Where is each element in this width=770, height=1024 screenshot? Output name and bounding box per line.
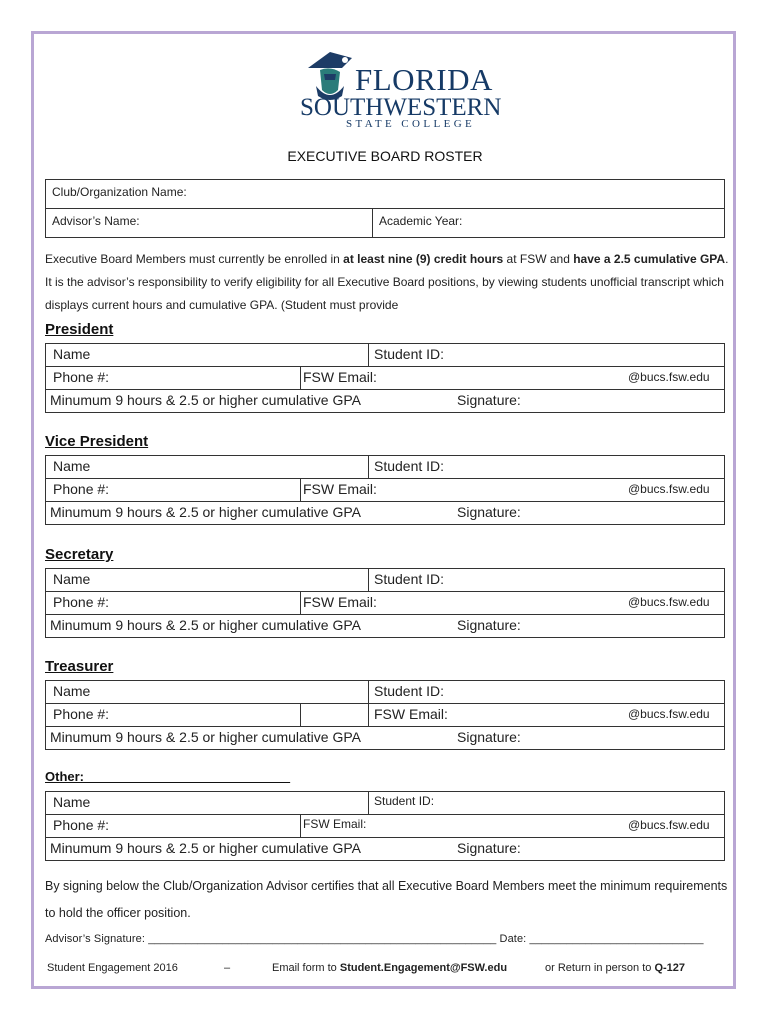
gpa-requirement: Minumum 9 hours & 2.5 or higher cumulative GPA — [50, 392, 361, 408]
fsw-email-field[interactable]: FSW Email: — [374, 706, 448, 722]
section-heading-president: President — [45, 321, 114, 338]
gpa-requirement: Minumum 9 hours & 2.5 or higher cumulative GPA — [50, 504, 361, 520]
section-row-divider — [45, 703, 725, 704]
certification-text: By signing below the Club/Organization Advisor certifies that all Executive Board Members meet the minimum requirements to hold the officer position. — [45, 879, 728, 920]
section-vdivider — [368, 791, 369, 814]
student-id-field[interactable]: Student ID: — [374, 571, 445, 587]
email-domain: @bucs.fsw.edu — [628, 707, 710, 721]
signature-field[interactable]: Signature: — [457, 392, 521, 408]
section-heading-other: Other: ____________________________ — [45, 769, 291, 784]
section-heading-vice-president: Vice President — [45, 433, 149, 450]
section-vdivider — [300, 366, 301, 389]
section-vdivider — [300, 478, 301, 501]
footer-return: or Return in person to Q-127 — [545, 962, 686, 974]
phone-field[interactable]: Phone #: — [53, 706, 110, 722]
name-field[interactable]: Name — [53, 683, 91, 699]
section-row-divider — [45, 614, 725, 615]
academic-year-label[interactable]: Academic Year: — [379, 214, 463, 228]
section-row-divider — [45, 726, 725, 727]
section-vdivider — [300, 703, 301, 726]
section-row-divider — [45, 478, 725, 479]
gpa-requirement: Minumum 9 hours & 2.5 or higher cumulative GPA — [50, 840, 361, 856]
section-heading-secretary: Secretary — [45, 546, 114, 563]
phone-field[interactable]: Phone #: — [53, 817, 110, 833]
footer-email: Email form to Student.Engagement@FSW.edu — [272, 962, 508, 974]
eligibility-paragraph: Executive Board Members must currently be enrolled in at least nine (9) credit hours at FSW and have a 2.5 cumulative GPA. It is the advisor’s responsibility to verify eligibility for all Executive Board positions, by viewing students unofficial transcript which displays current hours and cumulative GPA. (Student must provide — [45, 252, 729, 312]
section-vdivider — [368, 680, 369, 726]
section-vdivider — [300, 814, 301, 837]
section-vdivider — [368, 455, 369, 478]
college-logo — [300, 44, 502, 130]
footer-dash: – — [224, 962, 231, 974]
section-row-divider — [45, 366, 725, 367]
section-row-divider — [45, 837, 725, 838]
phone-field[interactable]: Phone #: — [53, 594, 110, 610]
section-vdivider — [368, 568, 369, 591]
phone-field[interactable]: Phone #: — [53, 369, 110, 385]
section-row-divider — [45, 591, 725, 592]
fsw-email-field[interactable]: FSW Email: — [303, 594, 377, 610]
signature-field[interactable]: Signature: — [457, 729, 521, 745]
email-domain: @bucs.fsw.edu — [628, 595, 710, 609]
advisor-signature-line[interactable]: Advisor’s Signature: ________________________________________________________ Date: ____________________________ — [45, 933, 704, 945]
name-field[interactable]: Name — [53, 794, 91, 810]
name-field[interactable]: Name — [53, 571, 91, 587]
email-domain: @bucs.fsw.edu — [628, 818, 710, 832]
student-id-field[interactable]: Student ID: — [374, 458, 445, 474]
section-heading-treasurer: Treasurer — [45, 658, 114, 675]
logo-line-southwestern: SOUTHWESTERN — [300, 94, 502, 121]
gpa-requirement: Minumum 9 hours & 2.5 or higher cumulative GPA — [50, 729, 361, 745]
section-row-divider — [45, 389, 725, 390]
engagement-email-link[interactable]: Student.Engagement@FSW.edu — [339, 962, 508, 974]
logo-line-florida: FLORIDA — [355, 62, 493, 97]
section-row-divider — [45, 501, 725, 502]
page-title: EXECUTIVE BOARD ROSTER — [287, 148, 483, 164]
section-row-divider — [45, 814, 725, 815]
signature-field[interactable]: Signature: — [457, 504, 521, 520]
footer-left: Student Engagement 2016 — [47, 962, 178, 974]
signature-field[interactable]: Signature: — [457, 617, 521, 633]
club-name-label[interactable]: Club/Organization Name: — [52, 185, 187, 199]
fsw-email-field[interactable]: FSW Email: — [303, 481, 377, 497]
email-domain: @bucs.fsw.edu — [628, 370, 710, 384]
fsw-email-field[interactable]: FSW Email: — [303, 817, 367, 831]
student-id-field[interactable]: Student ID: — [374, 794, 435, 808]
gpa-requirement: Minumum 9 hours & 2.5 or higher cumulative GPA — [50, 617, 361, 633]
student-id-field[interactable]: Student ID: — [374, 346, 445, 362]
name-field[interactable]: Name — [53, 346, 91, 362]
advisor-name-label[interactable]: Advisor’s Name: — [52, 214, 140, 228]
section-vdivider — [300, 591, 301, 614]
top-fields-divider — [45, 208, 725, 209]
fsw-email-field[interactable]: FSW Email: — [303, 369, 377, 385]
top-fields-vdivider — [372, 208, 373, 238]
email-domain: @bucs.fsw.edu — [628, 482, 710, 496]
logo-line-state-college: STATE COLLEGE — [346, 118, 476, 130]
student-id-field[interactable]: Student ID: — [374, 683, 445, 699]
signature-field[interactable]: Signature: — [457, 840, 521, 856]
section-vdivider — [368, 343, 369, 366]
phone-field[interactable]: Phone #: — [53, 481, 110, 497]
name-field[interactable]: Name — [53, 458, 91, 474]
